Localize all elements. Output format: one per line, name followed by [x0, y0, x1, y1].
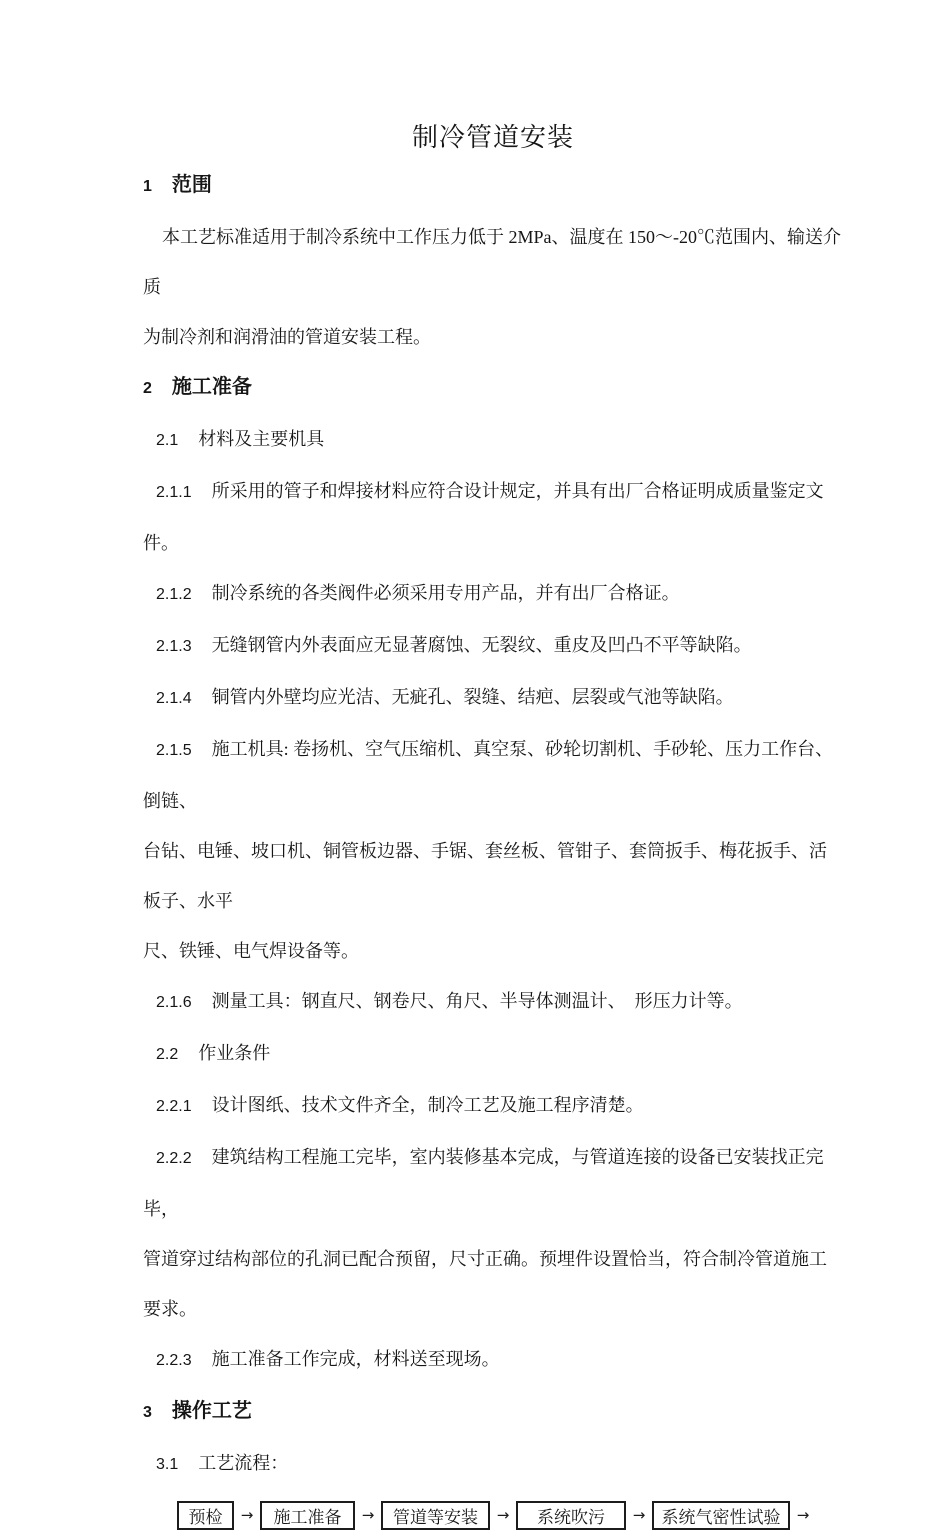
page-title: 制冷管道安装 — [411, 123, 574, 152]
clause-2-1-6 — [143, 976, 843, 1028]
clause-2-1-4 — [143, 672, 843, 724]
clause-2-1-3 — [143, 620, 843, 672]
flow-step-construction-prep: 施工准备 — [260, 1501, 355, 1530]
document-body — [143, 115, 843, 1540]
flow-step-pipe-installation: 管道等安装 — [381, 1501, 490, 1530]
subsection-number: 2.1 — [156, 432, 179, 449]
subsection-number: 2.2 — [156, 1046, 179, 1063]
clause-text: 建筑结构工程施工完毕，室内装修基本完成，与管道连接的设备已安装找正完毕， 管道穿过结构部位的孔洞已配合预留，尺寸正确。预埋件设置恰当，符合制冷管道施工要求。 — [143, 1147, 827, 1319]
section-heading-preparation — [143, 362, 843, 414]
paragraph-scope: 本工艺标准适用于制冷系统中工作压力低于 2MPa、温度在 150～-20℃范围内、输送介质 为制冷剂和润滑油的管道安装工程。 — [143, 227, 841, 347]
clause-text: 设计图纸、技术文件齐全，制冷工艺及施工程序清楚。 — [211, 1095, 644, 1115]
subsection-title: 作业条件 — [198, 1043, 271, 1063]
process-flowchart — [177, 1490, 843, 1540]
clause-2-2-1 — [143, 1080, 843, 1132]
clause-2-1-1 — [143, 466, 843, 568]
section-heading-scope — [143, 160, 843, 212]
section-number: 3 — [143, 1404, 152, 1421]
clause-2-2-3 — [143, 1334, 843, 1386]
subsection-number: 3.1 — [156, 1456, 179, 1473]
clause-number: 2.1.3 — [156, 638, 192, 655]
clause-text: 铜管内外壁均应光洁、无疵孔、裂缝、结疤、层裂或气池等缺陷。 — [211, 687, 734, 707]
arrow-right-icon: → — [796, 1506, 810, 1524]
clause-2-2-2 — [143, 1132, 843, 1334]
subsection-heading-process-flow — [143, 1438, 843, 1490]
subsection-heading-materials — [143, 414, 843, 466]
clause-2-1-2 — [143, 568, 843, 620]
clause-number: 2.1.2 — [156, 586, 192, 603]
clause-text: 无缝钢管内外表面应无显著腐蚀、无裂纹、重皮及凹凸不平等缺陷。 — [211, 635, 752, 655]
clause-number: 2.1.4 — [156, 690, 192, 707]
subsection-title: 工艺流程： — [198, 1453, 289, 1473]
clause-number: 2.2.1 — [156, 1098, 192, 1115]
clause-text: 所采用的管子和焊接材料应符合设计规定，并具有出厂合格证明成质量鉴定文件。 — [143, 481, 824, 553]
clause-number: 2.1.6 — [156, 994, 192, 1011]
subsection-title: 材料及主要机具 — [198, 429, 325, 449]
section-title: 施工准备 — [171, 376, 252, 398]
clause-number: 2.2.3 — [156, 1352, 192, 1369]
section-title: 范围 — [171, 174, 212, 196]
section-number: 1 — [143, 178, 152, 195]
arrow-right-icon: → — [496, 1506, 510, 1524]
arrow-right-icon: → — [632, 1506, 646, 1524]
flow-step-precheck: 预检 — [177, 1501, 234, 1530]
clause-text: 制冷系统的各类阀件必须采用专用产品，并有出厂合格证。 — [211, 583, 680, 603]
clause-number: 2.1.1 — [156, 484, 192, 501]
clause-text: 施工机具: 卷扬机、空气压缩机、真空泵、砂轮切割机、手砂轮、压力工作台、倒链、 台钻、电锤、坡口机、铜管板边器、手锯、套丝板、管钳子、套筒扳手、梅花扳手、活板子、水平 尺、铁锤、电气焊设备等。 — [143, 739, 834, 961]
flow-step-system-blowdown: 系统吹污 — [516, 1501, 626, 1530]
clause-2-1-5 — [143, 724, 843, 976]
flow-step-airtightness-test: 系统气密性试验 — [652, 1501, 790, 1530]
arrow-right-icon: → — [240, 1506, 254, 1524]
clause-number: 2.2.2 — [156, 1150, 192, 1167]
clause-text: 施工准备工作完成，材料送至现场。 — [211, 1349, 500, 1369]
clause-number: 2.1.5 — [156, 742, 192, 759]
subsection-heading-conditions — [143, 1028, 843, 1080]
section-heading-operation — [143, 1386, 843, 1438]
arrow-right-icon: → — [361, 1506, 375, 1524]
section-number: 2 — [143, 380, 152, 397]
clause-text: 测量工具：钢直尺、钢卷尺、角尺、半导体测温计、 形压力计等。 — [211, 991, 743, 1011]
section-title: 操作工艺 — [171, 1400, 252, 1422]
